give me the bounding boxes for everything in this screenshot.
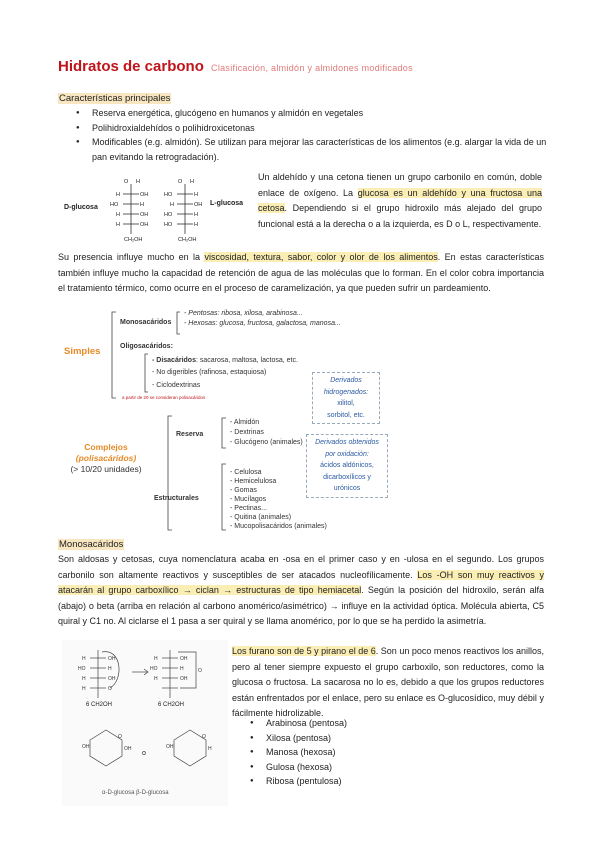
ring-formation-figure [62,640,228,806]
disacaridos-text [152,356,298,366]
furano-paragraph [232,644,544,722]
list-item: - Mucílagos [230,496,267,503]
svg-text:HO: HO [164,192,173,198]
glucose-fischer-figure [60,178,260,244]
svg-text:H: H [194,222,198,228]
box-line: urónicos [333,485,361,492]
highlight: Los -OH son muy reactivos y atacarán al grupo carboxílico → ciclan → estructuras de tipo hemiacetal [58,569,545,595]
l-glucose-label: L-glucosa [210,200,244,207]
reserva-label: Reserva [176,431,204,438]
ring-or-symbol: o [142,750,146,757]
svg-text:HO: HO [78,666,86,672]
svg-text:OH: OH [82,744,90,750]
svg-text:H: H [194,192,198,198]
title-subtitle: Clasificación, almidón y almidones modificados [211,63,413,73]
ring-label-2: 6 CH2OH [158,702,185,708]
svg-text:OH: OH [166,744,174,750]
list-item: - Gomas [230,487,257,494]
svg-text:O: O [178,179,183,185]
list-item: - Mucopolisacáridos (animales) [230,523,327,530]
svg-text:H: H [154,676,158,682]
svg-text:HO: HO [150,666,158,672]
text-run: Su presencia influye mucho en la [58,252,205,262]
svg-text:OH: OH [124,746,132,752]
disacaridos-rest: : sacarosa, maltosa, lactosa, etc. [195,357,298,364]
svg-text:H: H [194,212,198,218]
estructurales-label: Estructurales [154,495,199,502]
svg-text:CH₂OH: CH₂OH [124,237,143,243]
svg-text:O: O [108,686,112,692]
text-run: . Son un poco menos reactivos los anillos, pero al tener siempre expuesto el grupo carboxilo, son reductores, como la glucosa o fructosa. La sacarosa no lo es, debido a que los grupos reductores están enfrentados por el enlace, pero su enlace es O-glucosídico, muy débil y fácilmente hidrolizable. [232,646,545,718]
presence-paragraph [58,250,544,297]
svg-text:H: H [190,179,194,185]
svg-text:OH: OH [108,676,116,682]
svg-text:OH: OH [140,212,149,218]
no-digeribles-text: - No digeribles (rafinosa, estaquiosa) [152,369,267,376]
svg-text:O: O [198,668,202,674]
svg-text:H: H [136,179,140,185]
list-item: - Quitina (animales) [230,514,292,521]
svg-text:O: O [124,179,129,185]
box-line: hidrogenados: [323,388,369,396]
svg-text:OH: OH [140,192,149,198]
ring-drawing [62,640,228,790]
ring-label-1: 6 CH2OH [86,702,113,708]
list-item: ● Modificables (e.g. almidón). Se utilizan para mejorar las características de los alimentos (e.g. alargar la vida de un pan evitando la retrogradación). [58,135,548,164]
characteristics-heading: Características principales [59,93,171,104]
fischer-projections-drawing [60,178,260,244]
highlight: glucosa es un aldehído y una fructosa una cetosa [258,187,542,213]
pentosas-text: - Pentosas: ribosa, xilosa, arabinosa... [184,310,303,317]
highlight: viscosidad, textura, sabor, color y olor de los alimentos [204,252,438,262]
svg-text:H: H [108,666,112,672]
box-line: sorbitol, etc. [327,411,365,419]
list-item: ● Arabinosa (pentosa) [232,716,532,731]
polisacaridos-label: (polisacáridos) [75,453,137,463]
list-item: - Hemicelulosa [230,478,277,485]
list-item: ● Xilosa (pentosa) [232,731,532,746]
list-item: ● Reserva energética, glucógeno en humanos y almidón en vegetales [58,106,548,121]
svg-text:H: H [140,202,144,208]
highlight: Los furano son de 5 y pirano el de 6 [232,646,376,656]
box-line: dicarboxílicos y [323,473,371,481]
svg-text:H: H [208,746,212,752]
svg-text:HO: HO [164,212,173,218]
svg-text:H: H [82,656,86,662]
oligosacaridos-label: Oligosacáridos: [120,343,173,350]
box-line: Derivados [330,377,362,384]
derivados-oxidacion-box [306,434,388,498]
box-line: xilitol, [337,400,355,407]
unidades-label: (> 10/20 unidades) [70,464,142,474]
list-item: - Dextrinas [230,429,264,436]
box-line: por oxidación: [325,450,369,458]
complejos-block [60,442,152,475]
monosacaridos-label: Monosacáridos [120,319,172,326]
monosaccharide-list [232,716,532,789]
list-item: ● Ribosa (pentulosa) [232,774,532,789]
svg-text:OH: OH [194,202,203,208]
svg-text:O: O [202,734,206,740]
list-item: ● Manosa (hexosa) [232,745,532,760]
svg-text:CH₂OH: CH₂OH [178,237,197,243]
monosacaridos-heading: Monosacáridos [59,539,124,550]
svg-text:HO: HO [164,222,173,228]
derivados-hidrogenados-box [312,372,380,424]
svg-text:H: H [116,212,120,218]
characteristics-list [58,106,548,164]
page-title [58,58,413,75]
text-run: . En estas características también influye mucho la capacidad de retención de agua de las moléculas que lo forman. En el color cobra importancia el tratamiento térmico, como ocurre en el proceso de caramelización, ya que pueden sufrir un pardeamiento. [58,252,544,293]
reserva-items [230,418,303,448]
hexosas-text: - Hexosas: glucosa, fructosa, galactosa, manosa... [184,320,341,327]
list-item: ● Polihidroxialdehídos o polihidroxicetonas [58,121,548,136]
svg-text:H: H [180,666,184,672]
svg-text:H: H [116,192,120,198]
text-run: . Según la posición del hidroxilo, serán alfa (abajo) o beta (arriba en relación al carbono anomérico/asimétrico) → influye en la actividad óptica. Molécula abierta, C5 quiral y C1 no. Al ciclarse el 1 pasa a ser quiral y se llama anomérico, por lo que se ha perdido la asimetría. [58,585,544,626]
svg-text:HO: HO [110,202,119,208]
svg-text:H: H [170,202,174,208]
text-run: . Dependiendo si el grupo hidroxilo más alejado del grupo funcional está a la derecha o a la izquierda, es D o L, respectivamente. [258,203,542,229]
list-item: - Pectinas... [230,505,267,512]
svg-text:H: H [154,656,158,662]
text-run: Un aldehído y una cetona tienen un grupo carbonilo en común, doble enlace de oxígeno. La [258,172,542,198]
glucose-paragraph [258,170,542,232]
list-item: - Celulosa [230,469,262,476]
title-main: Hidratos de carbono [58,58,204,75]
svg-text:H: H [116,222,120,228]
svg-text:OH: OH [180,676,188,682]
svg-text:H: H [82,686,86,692]
complejos-label: Complejos [84,442,128,452]
box-line: ácidos aldónicos, [320,462,374,469]
simples-label: Simples [64,346,101,357]
list-item: ● Gulosa (hexosa) [232,760,532,775]
list-item: - Almidón [230,419,260,426]
svg-text:OH: OH [140,222,149,228]
disacaridos-label: - Disacáridos [152,357,196,364]
box-line: Derivados obtenidos [315,439,379,446]
svg-text:OH: OH [108,656,116,662]
monosacaridos-paragraph [58,552,544,630]
polisacaridos-note: a partir de 20 se consideran polisacáridos [122,395,206,400]
ring-caption: α-D-glucosa β-D-glucosa [102,790,169,796]
svg-text:O: O [118,734,122,740]
text-run: Son aldosas y cetosas, cuya nomenclatura acaba en -osa en el primer caso y en -ulosa en el segundo. Los grupos carbonilo son altamente reactivos y susceptibles de ser atacados nucleofílicamente. [58,554,544,580]
svg-text:OH: OH [180,656,188,662]
svg-text:H: H [82,676,86,682]
d-glucose-label: D-glucosa [64,204,98,211]
ciclodextrinas-text: - Ciclodextrinas [152,382,201,389]
list-item: - Glucógeno (animales) [230,439,303,446]
